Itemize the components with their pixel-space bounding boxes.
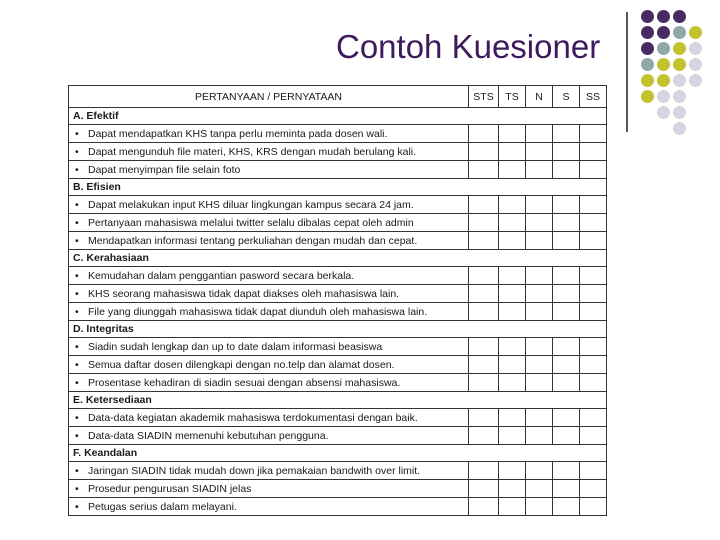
bullet-icon: • <box>75 198 79 211</box>
answer-cell-sts[interactable] <box>469 498 499 516</box>
answer-cell-n[interactable] <box>526 356 553 374</box>
section-row <box>69 321 607 338</box>
answer-cell-s[interactable] <box>553 427 580 445</box>
answer-cell-n[interactable] <box>526 374 553 392</box>
answer-cell-s[interactable] <box>553 338 580 356</box>
slide-title: Contoh Kuesioner <box>336 28 601 65</box>
decor-dot <box>673 42 686 55</box>
answer-cell-sts[interactable] <box>469 338 499 356</box>
bullet-icon: • <box>75 500 79 513</box>
question-cell <box>69 285 469 303</box>
answer-cell-ss[interactable] <box>580 498 607 516</box>
decor-dot <box>689 58 702 71</box>
question-cell <box>69 427 469 445</box>
question-cell <box>69 125 469 143</box>
decor-dot <box>641 26 654 39</box>
answer-cell-sts[interactable] <box>469 356 499 374</box>
answer-cell-s[interactable] <box>553 214 580 232</box>
question-text: Dapat mengunduh file materi, KHS, KRS dengan mudah berulang kali. <box>88 145 417 158</box>
question-row <box>69 267 607 285</box>
bullet-icon: • <box>75 127 79 140</box>
section-row <box>69 392 607 409</box>
question-cell <box>69 374 469 392</box>
answer-cell-n[interactable] <box>526 285 553 303</box>
answer-cell-ts[interactable] <box>499 196 526 214</box>
question-row <box>69 498 607 516</box>
scale-header-s: S <box>553 86 580 108</box>
question-cell <box>69 196 469 214</box>
question-cell <box>69 409 469 427</box>
scale-header-ss: SS <box>580 86 607 108</box>
question-row <box>69 356 607 374</box>
answer-cell-sts[interactable] <box>469 462 499 480</box>
answer-cell-ss[interactable] <box>580 480 607 498</box>
answer-cell-n[interactable] <box>526 143 553 161</box>
answer-cell-s[interactable] <box>553 303 580 321</box>
section-title: A. Efektif <box>69 108 607 125</box>
answer-cell-ts[interactable] <box>499 125 526 143</box>
decor-dot <box>657 90 670 103</box>
answer-cell-n[interactable] <box>526 214 553 232</box>
question-row <box>69 285 607 303</box>
answer-cell-sts[interactable] <box>469 232 499 250</box>
bullet-icon: • <box>75 340 79 353</box>
question-row <box>69 303 607 321</box>
decor-dot <box>657 10 670 23</box>
decor-dot <box>641 74 654 87</box>
question-header: PERTANYAAN / PERNYATAAN <box>69 86 469 108</box>
answer-cell-ss[interactable] <box>580 285 607 303</box>
question-row <box>69 480 607 498</box>
question-cell <box>69 338 469 356</box>
answer-cell-ss[interactable] <box>580 143 607 161</box>
question-cell <box>69 267 469 285</box>
decor-dot <box>673 90 686 103</box>
question-row <box>69 143 607 161</box>
question-text: Dapat menyimpan file selain foto <box>88 163 241 176</box>
answer-cell-n[interactable] <box>526 303 553 321</box>
answer-cell-ss[interactable] <box>580 303 607 321</box>
answer-cell-sts[interactable] <box>469 427 499 445</box>
answer-cell-ts[interactable] <box>499 462 526 480</box>
question-text: File yang diunggah mahasiswa tidak dapat diunduh oleh mahasiswa lain. <box>88 305 428 318</box>
answer-cell-ss[interactable] <box>580 356 607 374</box>
answer-cell-s[interactable] <box>553 143 580 161</box>
answer-cell-s[interactable] <box>553 498 580 516</box>
divider-line <box>626 12 628 132</box>
answer-cell-ts[interactable] <box>499 232 526 250</box>
bullet-icon: • <box>75 429 79 442</box>
answer-cell-ss[interactable] <box>580 427 607 445</box>
answer-cell-ss[interactable] <box>580 409 607 427</box>
decor-dot <box>673 106 686 119</box>
question-text: Kemudahan dalam penggantian pasword secara berkala. <box>88 269 355 282</box>
question-row <box>69 161 607 179</box>
answer-cell-s[interactable] <box>553 196 580 214</box>
answer-cell-ts[interactable] <box>499 338 526 356</box>
answer-cell-n[interactable] <box>526 462 553 480</box>
answer-cell-sts[interactable] <box>469 267 499 285</box>
decor-dot <box>689 74 702 87</box>
question-row <box>69 232 607 250</box>
bullet-icon: • <box>75 145 79 158</box>
answer-cell-sts[interactable] <box>469 143 499 161</box>
decor-dot <box>657 42 670 55</box>
scale-header-sts: STS <box>469 86 499 108</box>
decor-dot <box>657 58 670 71</box>
answer-cell-n[interactable] <box>526 232 553 250</box>
bullet-icon: • <box>75 269 79 282</box>
bullet-icon: • <box>75 358 79 371</box>
question-text: Data-data SIADIN memenuhi kebutuhan pengguna. <box>88 429 329 442</box>
answer-cell-ts[interactable] <box>499 356 526 374</box>
question-cell <box>69 232 469 250</box>
question-cell <box>69 462 469 480</box>
bullet-icon: • <box>75 163 79 176</box>
answer-cell-ts[interactable] <box>499 427 526 445</box>
section-row <box>69 445 607 462</box>
answer-cell-ts[interactable] <box>499 409 526 427</box>
bullet-icon: • <box>75 482 79 495</box>
bullet-icon: • <box>75 376 79 389</box>
answer-cell-ss[interactable] <box>580 214 607 232</box>
answer-cell-sts[interactable] <box>469 285 499 303</box>
bullet-icon: • <box>75 305 79 318</box>
question-cell <box>69 143 469 161</box>
answer-cell-sts[interactable] <box>469 303 499 321</box>
answer-cell-ts[interactable] <box>499 374 526 392</box>
decor-dot <box>689 42 702 55</box>
question-text: Jaringan SIADIN tidak mudah down jika pemakaian bandwith over limit. <box>88 464 421 477</box>
question-text: Siadin sudah lengkap dan up to date dalam informasi beasiswa <box>88 340 383 353</box>
answer-cell-sts[interactable] <box>469 161 499 179</box>
question-cell <box>69 161 469 179</box>
answer-cell-n[interactable] <box>526 338 553 356</box>
bullet-icon: • <box>75 287 79 300</box>
answer-cell-ts[interactable] <box>499 267 526 285</box>
answer-cell-ss[interactable] <box>580 267 607 285</box>
question-text: Pertanyaan mahasiswa melalui twitter selalu dibalas cepat oleh admin <box>88 216 414 229</box>
answer-cell-n[interactable] <box>526 427 553 445</box>
question-text: Mendapatkan informasi tentang perkuliahan dengan mudah dan cepat. <box>88 234 418 247</box>
decor-dot <box>657 74 670 87</box>
answer-cell-s[interactable] <box>553 409 580 427</box>
question-text: Dapat melakukan input KHS diluar lingkungan kampus secara 24 jam. <box>88 198 414 211</box>
section-row <box>69 108 607 125</box>
questionnaire-table <box>68 85 607 516</box>
section-title: B. Efisien <box>69 179 607 196</box>
decor-dot <box>641 58 654 71</box>
answer-cell-s[interactable] <box>553 125 580 143</box>
answer-cell-ts[interactable] <box>499 480 526 498</box>
section-title: D. Integritas <box>69 321 607 338</box>
decor-dot <box>641 10 654 23</box>
answer-cell-s[interactable] <box>553 285 580 303</box>
question-text: KHS seorang mahasiswa tidak dapat diakses oleh mahasiswa lain. <box>88 287 400 300</box>
answer-cell-s[interactable] <box>553 267 580 285</box>
answer-cell-ss[interactable] <box>580 232 607 250</box>
question-row <box>69 462 607 480</box>
answer-cell-ts[interactable] <box>499 498 526 516</box>
answer-cell-sts[interactable] <box>469 125 499 143</box>
answer-cell-ts[interactable] <box>499 285 526 303</box>
decor-dot <box>673 122 686 135</box>
question-row <box>69 125 607 143</box>
section-row <box>69 250 607 267</box>
answer-cell-ts[interactable] <box>499 161 526 179</box>
question-text: Data-data kegiatan akademik mahasiswa terdokumentasi dengan baik. <box>88 411 418 424</box>
scale-header-n: N <box>526 86 553 108</box>
answer-cell-sts[interactable] <box>469 196 499 214</box>
question-text: Dapat mendapatkan KHS tanpa perlu meminta pada dosen wali. <box>88 127 388 140</box>
decor-dot <box>673 26 686 39</box>
question-text: Semua daftar dosen dilengkapi dengan no.telp dan alamat dosen. <box>88 358 395 371</box>
question-row <box>69 427 607 445</box>
question-row <box>69 409 607 427</box>
decor-dot <box>673 58 686 71</box>
decorative-dot-grid <box>641 10 720 145</box>
answer-cell-sts[interactable] <box>469 374 499 392</box>
section-title: C. Kerahasiaan <box>69 250 607 267</box>
answer-cell-sts[interactable] <box>469 409 499 427</box>
answer-cell-n[interactable] <box>526 480 553 498</box>
decor-dot <box>657 106 670 119</box>
question-cell <box>69 498 469 516</box>
answer-cell-n[interactable] <box>526 498 553 516</box>
answer-cell-n[interactable] <box>526 161 553 179</box>
question-cell <box>69 214 469 232</box>
question-cell <box>69 480 469 498</box>
answer-cell-ts[interactable] <box>499 143 526 161</box>
decor-dot <box>673 74 686 87</box>
question-row <box>69 374 607 392</box>
decor-dot <box>689 26 702 39</box>
bullet-icon: • <box>75 216 79 229</box>
bullet-icon: • <box>75 464 79 477</box>
answer-cell-sts[interactable] <box>469 480 499 498</box>
section-row <box>69 179 607 196</box>
answer-cell-ts[interactable] <box>499 303 526 321</box>
answer-cell-s[interactable] <box>553 480 580 498</box>
decor-dot <box>657 26 670 39</box>
section-title: E. Ketersediaan <box>69 392 607 409</box>
answer-cell-sts[interactable] <box>469 214 499 232</box>
answer-cell-s[interactable] <box>553 374 580 392</box>
answer-cell-ss[interactable] <box>580 161 607 179</box>
bullet-icon: • <box>75 411 79 424</box>
question-row <box>69 214 607 232</box>
question-row <box>69 338 607 356</box>
question-cell <box>69 356 469 374</box>
bullet-icon: • <box>75 234 79 247</box>
question-cell <box>69 303 469 321</box>
answer-cell-s[interactable] <box>553 462 580 480</box>
answer-cell-ss[interactable] <box>580 374 607 392</box>
question-row <box>69 196 607 214</box>
scale-header-ts: TS <box>499 86 526 108</box>
answer-cell-ss[interactable] <box>580 125 607 143</box>
table-header-row <box>69 86 607 108</box>
question-text: Petugas serius dalam melayani. <box>88 500 237 513</box>
answer-cell-n[interactable] <box>526 196 553 214</box>
answer-cell-n[interactable] <box>526 409 553 427</box>
answer-cell-n[interactable] <box>526 125 553 143</box>
question-text: Prosentase kehadiran di siadin sesuai dengan absensi mahasiswa. <box>88 376 401 389</box>
decor-dot <box>641 42 654 55</box>
decor-dot <box>641 90 654 103</box>
answer-cell-n[interactable] <box>526 267 553 285</box>
answer-cell-ts[interactable] <box>499 214 526 232</box>
section-title: F. Keandalan <box>69 445 607 462</box>
answer-cell-s[interactable] <box>553 161 580 179</box>
answer-cell-s[interactable] <box>553 356 580 374</box>
answer-cell-ss[interactable] <box>580 462 607 480</box>
decor-dot <box>673 10 686 23</box>
answer-cell-ss[interactable] <box>580 338 607 356</box>
answer-cell-s[interactable] <box>553 232 580 250</box>
answer-cell-ss[interactable] <box>580 196 607 214</box>
question-text: Prosedur pengurusan SIADIN jelas <box>88 482 252 495</box>
